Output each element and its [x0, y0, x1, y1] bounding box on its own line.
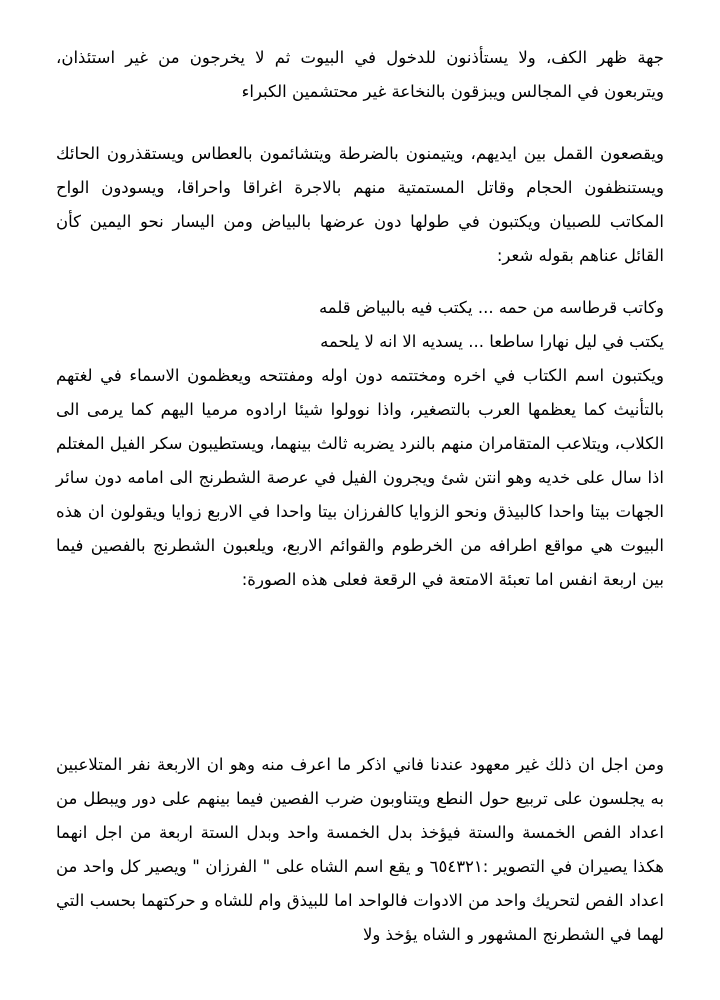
- paragraph-4: ومن اجل ان ذلك غير معهود عندنا فاني اذكر ما اعرف منه وهو ان الاربعة نفر المتلاعبين به يجلسون على تربيع حول النطع ويتناوبون ضرب الفصين فيما بينهم على دور ويبطل من اعداد الفص الخمسة والستة فيؤخذ بدل الخمسة واحد وبدل الستة اربعة من اجل انهما هكذا يصيران في التصوير :٦٥٤٣٢١ و يقع اسم الشاه على " الفرزان " ويصير كل واحد من اعداد الفص لتحريك واحد من الادوات فالواحد اما للبيذق وام للشاه و حركتهما بحسب التي لهما في الشطرنج المشهور و الشاه يؤخذ ولا: [56, 755, 665, 944]
- paragraph-3: ويكتبون اسم الكتاب في اخره ومختتمه دون اوله ومفتتحه ويعظمون الاسماء في لغتهم بالتأنيث كما يعظمها العرب بالتصغير، واذا نوولوا شيئا ارادوه مرميا اليهم كما يرمى الى الكلاب، ويتلاعب المتقامران منهم بالنرد يضربه ثالث بينهما، ويستطيبون سكر الفيل المغتلم اذا سال على خديه وهو انتن شئ ويجرون الفيل في عرصة الشطرنج الى امامه دون سائر الجهات بيتا واحدا كالبيذق ونحو الزوايا كالفرزان بيتا واحدا في الاربع زوايا ويقولون ان هذه البيوت هي مواقع اطرافه من الخرطوم والقوائم الاربع، ويلعبون الشطرنج بالفصين فيما بين اربعة انفس اما تعبئة الامتعة في الرقعة فعلى هذه الصورة:: [56, 366, 664, 589]
- verse-line-2: يكتب في ليل نهارا ساطعا ... يسديه الا انه لا يلحمه: [320, 332, 664, 351]
- verse-line-1: وكاتب قرطاسه من حمه ... يكتب فيه بالبياض قلمه: [318, 298, 664, 317]
- paragraph-2: ويقصعون القمل بين ايديهم، ويتيمنون بالضرطة ويتشائمون بالعطاس ويستقذرون الحائك ويستنظفون الحجام وقاتل المستمتية منهم بالاجرة اغراقا واحراقا، ويسودون الواح المكاتب للصبيان ويكتبون في طولها دون عرضها بالبياض ومن اليسار نحو اليمين كأن القائل عناهم بقوله شعر:: [56, 144, 664, 265]
- paragraph-1: جهة ظهر الكف، ولا يستأذنون للدخول في البيوت ثم لا يخرجون من غير استئذان، ويتربعون في المجالس ويبزقون بالنخاعة غير محتشمين الكبراء: [56, 48, 664, 101]
